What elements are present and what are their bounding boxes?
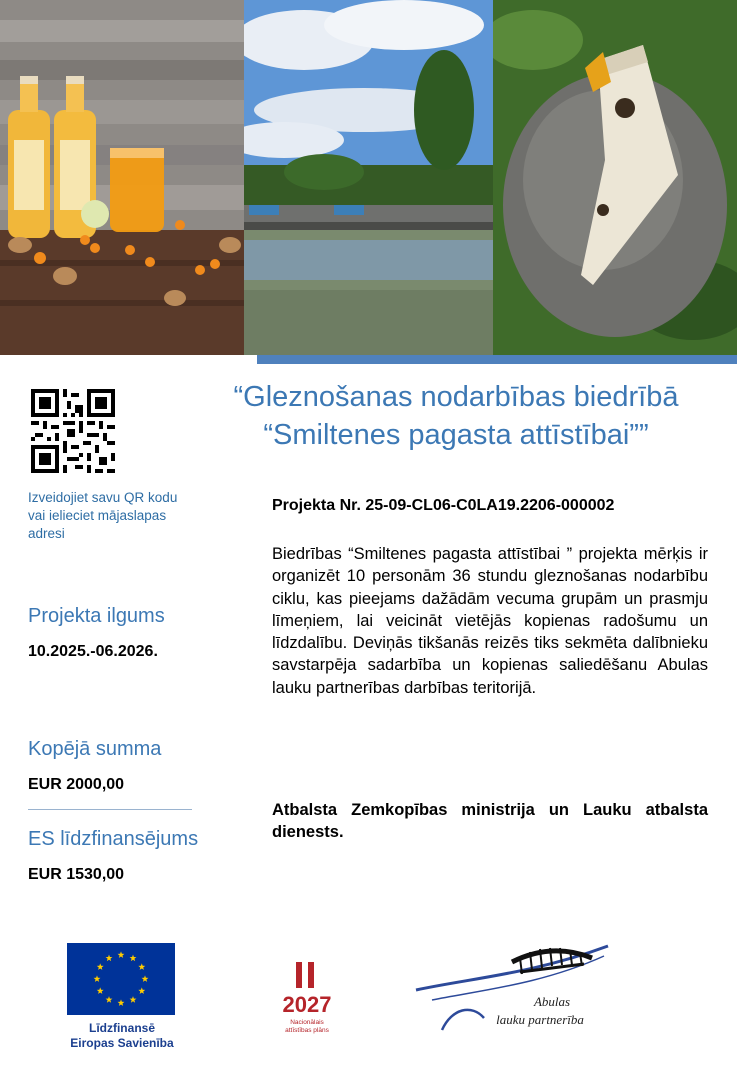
total-value: EUR 2000,00: [28, 776, 125, 793]
accent-bar: [257, 355, 737, 364]
nap-line-2: attīstības plāns: [285, 1027, 329, 1034]
title-line-1: “Gleznošanas nodarbības biedrībā: [233, 381, 679, 413]
nap-2027-logo: [276, 960, 338, 1038]
duration-label: Projekta ilgums: [28, 605, 165, 627]
eu-cofinancing-value: EUR 1530,00: [28, 866, 125, 883]
support-statement: Atbalsta Zemkopības ministrija un Lauku atbalsta dienests.: [272, 801, 708, 842]
qr-code[interactable]: [31, 389, 115, 473]
eu-text-line-2: Eiropas Savienība: [70, 1036, 174, 1050]
bottles-and-juice-photo: [0, 0, 244, 355]
eu-cofinancing-label: ES līdzfinansējums: [28, 828, 199, 850]
duration-value: 10.2025.-06.2026.: [28, 643, 158, 660]
abulas-line-2: lauku partnerība: [496, 1012, 584, 1027]
lake-and-pier-photo: [244, 0, 493, 355]
project-number: Projekta Nr. 25-09-CL06-C0LA19.2206-000002: [272, 497, 615, 514]
nap-year: 2027: [282, 992, 332, 1017]
abulas-line-1: Abulas: [533, 994, 571, 1009]
kokle-on-stone-photo: [493, 0, 737, 355]
eu-flag-logo: [67, 943, 175, 1015]
eu-cofinanced-text: [52, 1021, 192, 1051]
qr-caption: Izveidojiet savu QR kodu vai ielieciet mājaslapas adresi: [28, 490, 178, 541]
page-title: [196, 378, 716, 454]
title-line-2: “Smiltenes pagasta attīstībai””: [263, 419, 649, 451]
abulas-partnership-logo: [412, 938, 612, 1034]
eu-text-line-1: Līdzfinansē: [88, 1021, 155, 1035]
photo-strip: [0, 0, 737, 355]
total-label: Kopējā summa: [28, 738, 162, 760]
sidebar-divider: [28, 809, 192, 810]
nap-line-1: Nacionālais: [290, 1019, 324, 1026]
project-description: Biedrības “Smiltenes pagasta attīstībai ” projekta mērķis ir organizēt 10 personām 36 stundu gleznošanas nodarbību ciklu, kas pieejams dažādām vecuma grupām un prasmju līmeņiem, lai veicināt vietējās kopienas radošumu un līdzdalību. Deviņās tikšanās reizēs tiks sekmēta dalībnieku savstarpēja sadarbība un kopienas saliedēšanu Abulas lauku partnerības darbības teritorijā.: [272, 545, 708, 697]
